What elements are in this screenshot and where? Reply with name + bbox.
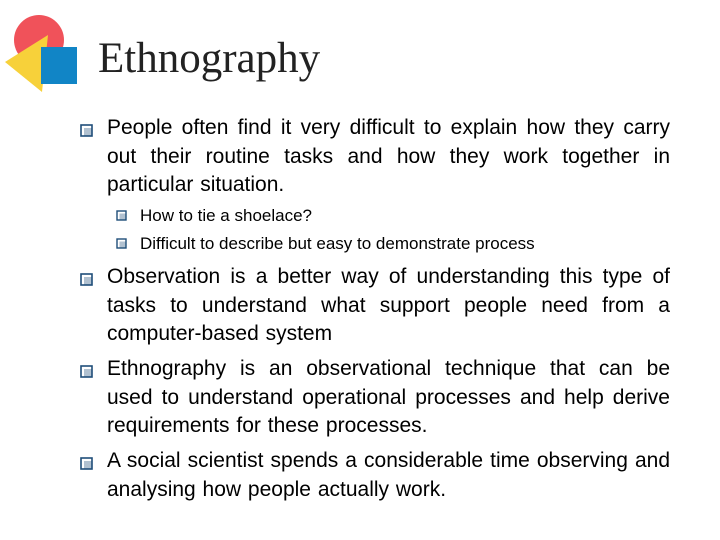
bullet-icon: [80, 273, 93, 286]
bullet-icon: [80, 365, 93, 378]
bullet-text: Ethnography is an observational technique that can be used to understand operational processes and help derive requirements for these processes.: [107, 357, 670, 437]
bullet-icon: [80, 124, 93, 137]
slide-title: Ethnography: [98, 35, 321, 82]
bullet-text: People often find it very difficult to explain how they carry out their routine tasks and how they work together in particular situation.: [107, 116, 670, 196]
sub-bullet-text: Difficult to describe but easy to demonstrate process: [140, 234, 535, 253]
sub-bullet-text: How to tie a shoelace?: [140, 206, 312, 225]
bullet-item: [80, 263, 676, 349]
bullet-text: Observation is a better way of understanding this type of tasks to understand what support people need from a computer-based system: [107, 265, 670, 345]
bullet-text: A social scientist spends a considerable time observing and analysing how people actually work.: [107, 449, 670, 501]
bullet-item: [80, 355, 676, 441]
bullet-item: [80, 447, 676, 505]
bullet-icon: [116, 210, 127, 221]
sub-bullet-item: [116, 231, 636, 257]
sub-bullet-item: [116, 203, 636, 229]
bullet-icon: [116, 238, 127, 249]
bullet-item: [80, 114, 676, 202]
bullet-icon: [80, 457, 93, 470]
